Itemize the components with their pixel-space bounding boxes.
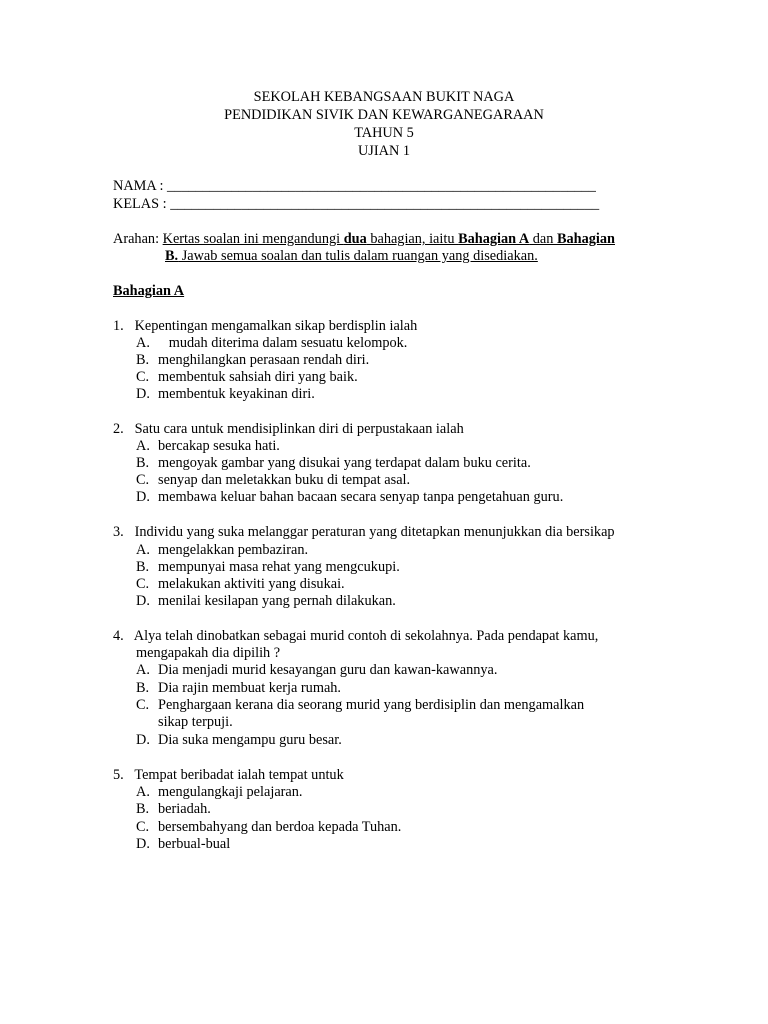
option-3d[interactable]: D. menilai kesilapan yang pernah dilakukan. xyxy=(136,593,396,609)
instructions-text: Kertas soalan ini mengandungi dua bahagian, iaitu Bahagian A dan Bahagian xyxy=(162,231,615,247)
option-1c[interactable]: C. membentuk sahsiah diri yang baik. xyxy=(136,369,358,385)
name-line[interactable]: ____________________________________________________________ xyxy=(167,178,596,194)
option-3a[interactable]: A. mengelakkan pembaziran. xyxy=(136,542,309,558)
option-4c[interactable]: C. Penghargaan kerana dia seorang murid yang berdisiplin dan mengamalkan xyxy=(136,697,585,713)
option-2d[interactable]: D. membawa keluar bahan bacaan secara senyap tanpa pengetahuan guru. xyxy=(136,489,564,505)
option-1b[interactable]: B. menghilangkan perasaan rendah diri. xyxy=(136,352,370,368)
class-field[interactable] xyxy=(113,196,599,213)
option-5d[interactable]: D. berbual-bual xyxy=(136,836,231,852)
subject-title: PENDIDIKAN SIVIK DAN KEWARGANEGARAAN xyxy=(224,107,544,123)
option-1a[interactable]: A. mudah diterima dalam sesuatu kelompok. xyxy=(136,335,408,351)
name-label: NAMA : xyxy=(113,178,164,194)
question-5: 5. Tempat beribadat ialah tempat untuk xyxy=(113,767,344,783)
exam-title: UJIAN 1 xyxy=(357,143,411,159)
question-1: 1. Kepentingan mengamalkan sikap berdisplin ialah xyxy=(113,318,418,334)
option-4d[interactable]: D. Dia suka mengampu guru besar. xyxy=(136,732,342,748)
option-4c-continued: sikap terpuji. xyxy=(158,714,233,730)
instructions-line-1 xyxy=(113,231,615,248)
question-3: 3. Individu yang suka melanggar peraturan yang ditetapkan menunjukkan dia bersikap xyxy=(113,524,615,540)
question-4-continued: mengapakah dia dipilih ? xyxy=(136,645,281,661)
question-2: 2. Satu cara untuk mendisiplinkan diri di perpustakaan ialah xyxy=(113,421,464,437)
option-2b[interactable]: B. mengoyak gambar yang disukai yang terdapat dalam buku cerita. xyxy=(136,455,531,471)
option-5c[interactable]: C. bersembahyang dan berdoa kepada Tuhan. xyxy=(136,819,402,835)
school-name: SEKOLAH KEBANGSAAN BUKIT NAGA xyxy=(253,89,515,105)
class-line[interactable]: ____________________________________________________________ xyxy=(170,196,600,212)
option-5a[interactable]: A. mengulangkaji pelajaran. xyxy=(136,784,303,800)
option-5b[interactable]: B. beriadah. xyxy=(136,801,211,817)
option-3b[interactable]: B. mempunyai masa rehat yang mengcukupi. xyxy=(136,559,400,575)
option-3c[interactable]: C. melakukan aktiviti yang disukai. xyxy=(136,576,345,592)
class-label: KELAS : xyxy=(113,196,167,212)
option-4a[interactable]: A. Dia menjadi murid kesayangan guru dan kawan-kawannya. xyxy=(136,662,498,678)
option-2a[interactable]: A. bercakap sesuka hati. xyxy=(136,438,280,454)
question-4: 4. Alya telah dinobatkan sebagai murid contoh di sekolahnya. Pada pendapat kamu, xyxy=(113,628,599,644)
instructions-label: Arahan: xyxy=(113,231,160,247)
instructions-line-2: B. Jawab semua soalan dan tulis dalam ruangan yang disediakan. xyxy=(165,248,538,264)
section-title: Bahagian A xyxy=(113,283,185,299)
option-4b[interactable]: B. Dia rajin membuat kerja rumah. xyxy=(136,680,342,696)
year-label: TAHUN 5 xyxy=(354,125,414,141)
option-2c[interactable]: C. senyap dan meletakkan buku di tempat asal. xyxy=(136,472,411,488)
name-field[interactable] xyxy=(113,178,596,195)
option-1d[interactable]: D. membentuk keyakinan diri. xyxy=(136,386,315,402)
